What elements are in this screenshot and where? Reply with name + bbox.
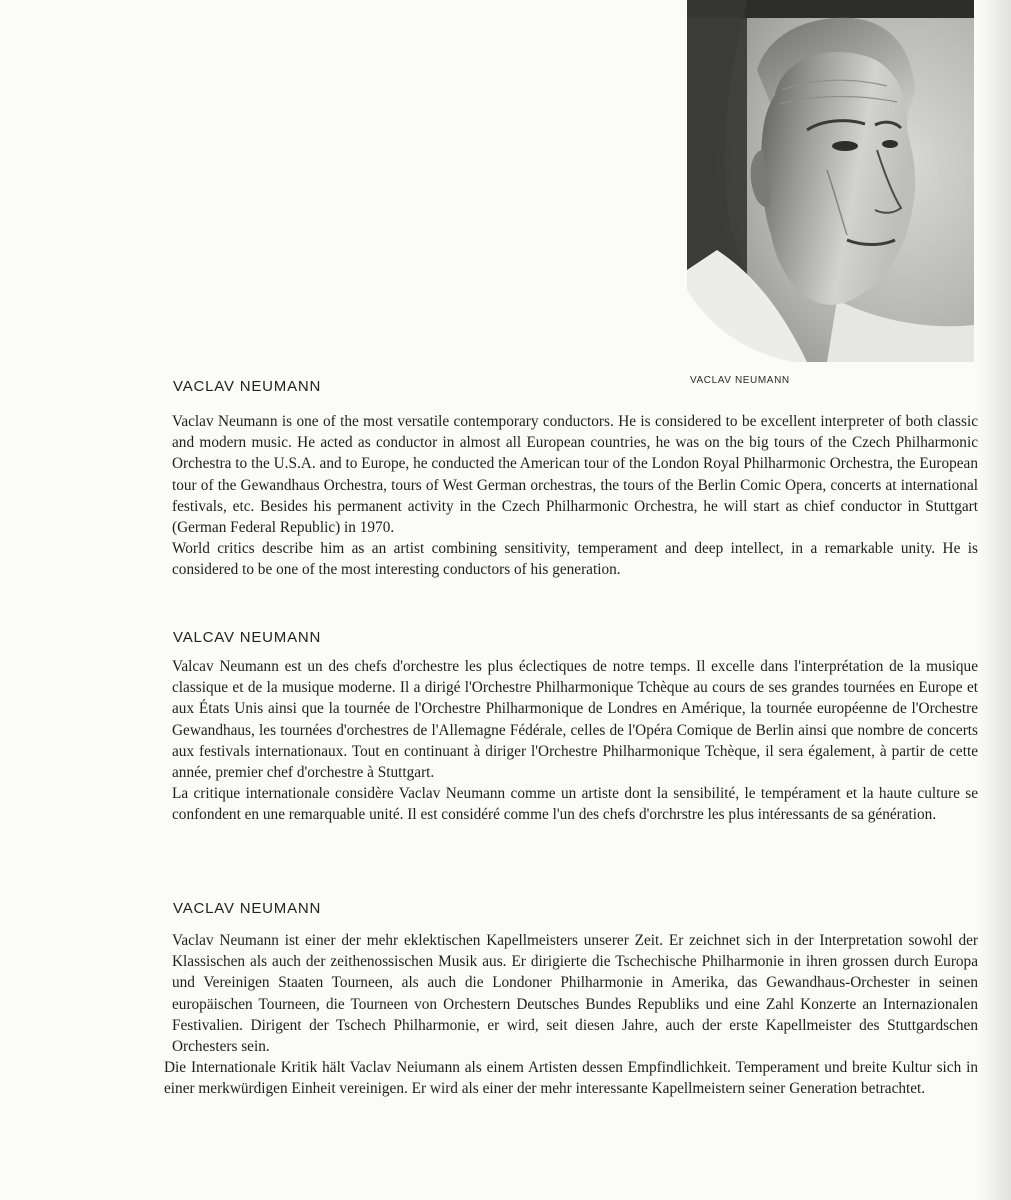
paragraph-german-1: Vaclav Neumann ist einer der mehr eklektischen Kapellmeisters unserer Zeit. Er zeichnet sich in der Interpretation sowohl der Klassischen als auch der zeithenossischen Musik aus. Er dirigierte die Tschechische Philharmonie in ihren grossen durch Europa und Vereinigen Staaten Tourneen, als auch die Londoner Philharmonie in Amerika, das Gewandhaus-Orchester in seinen europäischen Tourneen, die Tourneen von Orchestern Deutsches Bundes Republiks und eine Zahl Konzerte an Internazionalen Festivalien. Dirigent der Tschech Philharmonie, er wird, seit diesen Jahre, auch der erste Kapellmeister des Stuttgardschen Orchesters sein. — [172, 932, 978, 1056]
paragraph-german-2: Die Internationale Kritik hält Vaclav Neiumann als einem Artisten dessen Empfindlichkeit. Temperament und breite Kultur sich in einer merkwürdigen Einheit vereinigen. Er wird als einer der mehr interessante Kapellmeistern seiner Generation betrachtet. — [164, 1059, 978, 1098]
heading-french: VALCAV NEUMANN — [173, 629, 322, 646]
paragraph-english-1: Vaclav Neumann is one of the most versatile contemporary conductors. He is considered to be excellent interpreter of both classic and modern music. He acted as conductor in almost all European countries, he was on the big tours of the Czech Philharmonic Orchestra to the U.S.A. and to Europe, he conducted the American tour of the London Royal Philharmonic Orchestra, the European tour of the Gewandhaus Orchestra, tours of West German orchestras, the tours of the Berlin Comic Opera, concerts at international festivals, etc. Besides his permanent activity in the Czech Philharmonic Orchestra, he will start as chief conductor in Stuttgart (German Federal Republic) in 1970. — [172, 413, 978, 537]
page-edge-shadow — [977, 0, 1011, 1200]
photo-caption: VACLAV NEUMANN — [690, 375, 790, 386]
paragraph-french-1: Valcav Neumann est un des chefs d'orchestre les plus éclectiques de notre temps. Il excelle dans l'interprétation de la musique classique et de la musique moderne. Il a dirigé l'Orchestre Philharmonique Tchèque au cours de ses grandes tournées en Europe et aux États Unis ainsi que la tournée de l'Orchestre Philharmonique de Londres en Amérique, la tournée européenne de l'Orchestre Gewandhaus, les tournées d'orchestres de l'Allemagne Fédérale, celles de l'Opéra Comique de Berlin ainsi que nombre de concerts aux festivals internationaux. Tout en continuant à diriger l'Orchestre Philharmonique Tchèque, il sera également, à partir de cette année, premier chef d'orchestre à Stuttgart. — [172, 658, 978, 782]
section-german — [164, 930, 978, 1100]
paragraph-french-2: La critique internationale considère Vaclav Neumann comme un artiste dont la sensibilité, le tempérament et la haute culture se confondent en une remarquable unité. Il est considéré comme l'un des chefs d'orchrstre les plus intéressants de sa génération. — [172, 785, 978, 824]
paragraph-english-2: World critics describe him as an artist combining sensitivity, temperament and deep intellect, in a remarkable unity. He is considered to be one of the most interesting conductors of his generation. — [172, 540, 978, 579]
section-english — [172, 411, 978, 581]
heading-german: VACLAV NEUMANN — [173, 900, 322, 917]
section-french — [172, 656, 978, 826]
heading-english: VACLAV NEUMANN — [173, 378, 322, 395]
portrait-photo — [687, 0, 974, 362]
